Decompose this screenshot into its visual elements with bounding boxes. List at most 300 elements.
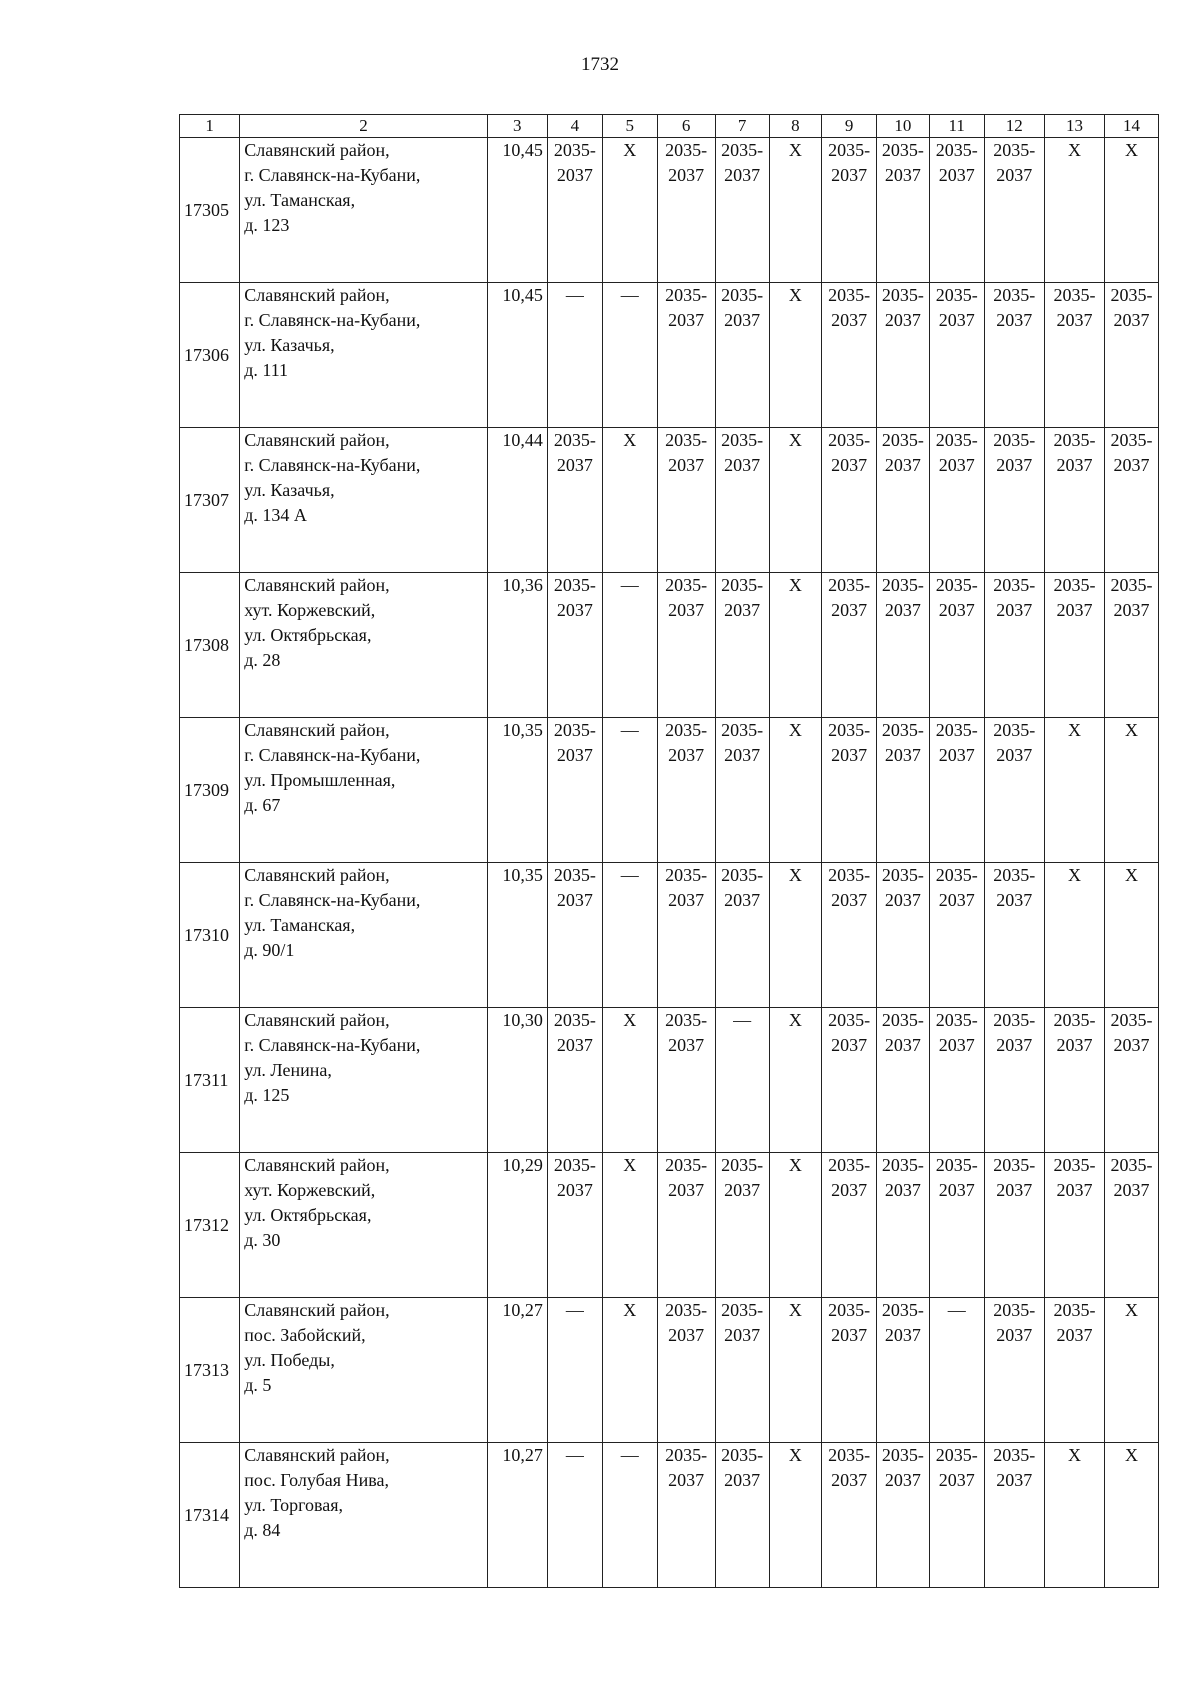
period-cell bbox=[1105, 138, 1159, 283]
period-value: X bbox=[623, 1155, 637, 1175]
area-value: 10,45 bbox=[487, 138, 547, 283]
period-cell bbox=[1105, 1443, 1159, 1588]
period-value: — bbox=[733, 1010, 752, 1030]
period-value: 2035- 2037 bbox=[1110, 1155, 1153, 1200]
column-header-3: 3 bbox=[487, 115, 547, 138]
period-value: 2035- 2037 bbox=[935, 720, 978, 765]
period-cell bbox=[1105, 1008, 1159, 1153]
period-value: 2035- 2037 bbox=[665, 1300, 708, 1345]
address-cell bbox=[240, 283, 487, 428]
address-cell bbox=[240, 863, 487, 1008]
table-row bbox=[180, 863, 1159, 1008]
period-cell bbox=[877, 283, 930, 428]
address-line: г. Славянск-на-Кубани, bbox=[244, 1035, 421, 1055]
period-value: 2035- 2037 bbox=[721, 865, 764, 910]
period-value: X bbox=[623, 140, 637, 160]
period-cell bbox=[1044, 863, 1104, 1008]
address-line: д. 5 bbox=[244, 1375, 272, 1395]
address-line: г. Славянск-на-Кубани, bbox=[244, 310, 421, 330]
period-cell bbox=[657, 1443, 715, 1588]
address-cell bbox=[240, 1153, 487, 1298]
period-cell bbox=[715, 1443, 769, 1588]
period-value: X bbox=[1125, 1300, 1139, 1320]
period-cell bbox=[657, 1008, 715, 1153]
period-value: X bbox=[1125, 865, 1139, 885]
address-line: ул. Ленина, bbox=[244, 1060, 332, 1080]
period-value: 2035- 2037 bbox=[1053, 285, 1096, 330]
period-value: 2035- 2037 bbox=[553, 865, 596, 910]
address-cell bbox=[240, 138, 487, 283]
column-header-9: 9 bbox=[822, 115, 877, 138]
period-value: 2035- 2037 bbox=[993, 1010, 1036, 1055]
address-line: д. 28 bbox=[244, 650, 281, 670]
period-cell bbox=[602, 718, 657, 863]
period-value: 2035- 2037 bbox=[553, 1155, 596, 1200]
address-cell bbox=[240, 573, 487, 718]
area-value: 10,45 bbox=[487, 283, 547, 428]
period-cell bbox=[984, 1443, 1044, 1588]
period-value: 2035- 2037 bbox=[553, 1010, 596, 1055]
period-value: 2035- 2037 bbox=[553, 140, 596, 185]
period-cell bbox=[602, 138, 657, 283]
period-cell bbox=[822, 428, 877, 573]
period-value: — bbox=[620, 285, 639, 305]
period-cell bbox=[602, 1298, 657, 1443]
period-cell bbox=[657, 573, 715, 718]
period-value: X bbox=[623, 1300, 637, 1320]
period-value: 2035- 2037 bbox=[721, 720, 764, 765]
table-row bbox=[180, 1298, 1159, 1443]
address-line: Славянский район, bbox=[244, 1010, 390, 1030]
period-value: 2035- 2037 bbox=[935, 575, 978, 620]
period-cell bbox=[769, 283, 822, 428]
address-cell bbox=[240, 1443, 487, 1588]
period-value: X bbox=[1125, 1445, 1139, 1465]
period-value: 2035- 2037 bbox=[828, 865, 871, 910]
table-row bbox=[180, 1443, 1159, 1588]
address-line: ул. Октябрьская, bbox=[244, 1205, 372, 1225]
period-cell bbox=[769, 138, 822, 283]
row-number: 17308 bbox=[180, 573, 240, 718]
period-cell bbox=[984, 1298, 1044, 1443]
address-line: г. Славянск-на-Кубани, bbox=[244, 455, 421, 475]
address-line: д. 125 bbox=[244, 1085, 290, 1105]
address-line: д. 90/1 bbox=[244, 940, 295, 960]
period-value: — bbox=[620, 865, 639, 885]
period-cell bbox=[657, 138, 715, 283]
column-header-4: 4 bbox=[547, 115, 602, 138]
period-value: — bbox=[620, 575, 639, 595]
period-value: 2035- 2037 bbox=[1053, 1300, 1096, 1345]
period-cell bbox=[822, 283, 877, 428]
period-cell bbox=[929, 1443, 984, 1588]
period-cell bbox=[602, 1443, 657, 1588]
column-header-14: 14 bbox=[1105, 115, 1159, 138]
period-cell bbox=[1044, 138, 1104, 283]
period-value: 2035- 2037 bbox=[935, 1445, 978, 1490]
data-table bbox=[179, 114, 1159, 1588]
table-row bbox=[180, 718, 1159, 863]
period-cell bbox=[877, 138, 930, 283]
period-cell bbox=[1105, 1153, 1159, 1298]
period-cell bbox=[657, 283, 715, 428]
table-row bbox=[180, 1153, 1159, 1298]
period-value: 2035- 2037 bbox=[665, 430, 708, 475]
period-cell bbox=[715, 138, 769, 283]
table-row bbox=[180, 138, 1159, 283]
period-value: 2035- 2037 bbox=[1110, 1010, 1153, 1055]
period-value: X bbox=[788, 865, 802, 885]
period-value: 2035- 2037 bbox=[828, 285, 871, 330]
table-body bbox=[180, 138, 1159, 1588]
period-cell bbox=[769, 863, 822, 1008]
period-cell bbox=[769, 573, 822, 718]
period-value: 2035- 2037 bbox=[1110, 430, 1153, 475]
period-cell bbox=[602, 573, 657, 718]
period-value: 2035- 2037 bbox=[1053, 1010, 1096, 1055]
period-cell bbox=[877, 428, 930, 573]
address-line: Славянский район, bbox=[244, 1445, 390, 1465]
period-value: X bbox=[1067, 865, 1081, 885]
period-value: 2035- 2037 bbox=[881, 1010, 924, 1055]
period-cell bbox=[547, 283, 602, 428]
row-number: 17306 bbox=[180, 283, 240, 428]
area-value: 10,29 bbox=[487, 1153, 547, 1298]
period-value: 2035- 2037 bbox=[721, 1445, 764, 1490]
period-cell bbox=[715, 718, 769, 863]
period-value: 2035- 2037 bbox=[881, 720, 924, 765]
period-value: X bbox=[1125, 140, 1139, 160]
period-value: 2035- 2037 bbox=[828, 1445, 871, 1490]
period-cell bbox=[822, 863, 877, 1008]
period-cell bbox=[984, 573, 1044, 718]
period-cell bbox=[1044, 718, 1104, 863]
period-cell bbox=[929, 718, 984, 863]
period-value: 2035- 2037 bbox=[993, 865, 1036, 910]
area-value: 10,44 bbox=[487, 428, 547, 573]
period-value: 2035- 2037 bbox=[665, 865, 708, 910]
period-value: 2035- 2037 bbox=[993, 430, 1036, 475]
address-line: пос. Голубая Нива, bbox=[244, 1470, 389, 1490]
period-cell bbox=[984, 283, 1044, 428]
period-value: 2035- 2037 bbox=[721, 1300, 764, 1345]
period-cell bbox=[1105, 283, 1159, 428]
period-cell bbox=[657, 863, 715, 1008]
period-cell bbox=[602, 283, 657, 428]
address-line: Славянский район, bbox=[244, 140, 390, 160]
address-line: д. 123 bbox=[244, 215, 290, 235]
address-cell bbox=[240, 1008, 487, 1153]
period-value: 2035- 2037 bbox=[935, 430, 978, 475]
address-line: г. Славянск-на-Кубани, bbox=[244, 890, 421, 910]
period-value: X bbox=[1125, 720, 1139, 740]
row-number: 17311 bbox=[180, 1008, 240, 1153]
address-line: Славянский район, bbox=[244, 1300, 390, 1320]
period-cell bbox=[657, 1298, 715, 1443]
address-cell bbox=[240, 718, 487, 863]
row-number: 17309 bbox=[180, 718, 240, 863]
address-line: д. 30 bbox=[244, 1230, 281, 1250]
period-value: 2035- 2037 bbox=[993, 140, 1036, 185]
period-cell bbox=[547, 1298, 602, 1443]
period-value: 2035- 2037 bbox=[828, 140, 871, 185]
period-value: 2035- 2037 bbox=[828, 720, 871, 765]
period-value: 2035- 2037 bbox=[1053, 1155, 1096, 1200]
period-cell bbox=[657, 1153, 715, 1298]
period-cell bbox=[602, 428, 657, 573]
period-value: X bbox=[1067, 1445, 1081, 1465]
period-cell bbox=[822, 1008, 877, 1153]
period-value: X bbox=[788, 1300, 802, 1320]
period-value: 2035- 2037 bbox=[935, 1155, 978, 1200]
period-cell bbox=[715, 863, 769, 1008]
address-line: Славянский район, bbox=[244, 285, 390, 305]
period-cell bbox=[1105, 863, 1159, 1008]
period-cell bbox=[715, 283, 769, 428]
period-cell bbox=[1105, 573, 1159, 718]
period-cell bbox=[984, 428, 1044, 573]
period-value: 2035- 2037 bbox=[993, 575, 1036, 620]
table-row bbox=[180, 283, 1159, 428]
address-cell bbox=[240, 428, 487, 573]
table-row bbox=[180, 1008, 1159, 1153]
period-cell bbox=[715, 428, 769, 573]
period-value: 2035- 2037 bbox=[935, 1010, 978, 1055]
row-number: 17305 bbox=[180, 138, 240, 283]
period-cell bbox=[769, 1298, 822, 1443]
area-value: 10,30 bbox=[487, 1008, 547, 1153]
area-value: 10,27 bbox=[487, 1298, 547, 1443]
period-cell bbox=[929, 573, 984, 718]
area-value: 10,36 bbox=[487, 573, 547, 718]
period-cell bbox=[1105, 1298, 1159, 1443]
address-line: ул. Казачья, bbox=[244, 480, 335, 500]
period-cell bbox=[547, 1443, 602, 1588]
period-value: 2035- 2037 bbox=[828, 575, 871, 620]
period-value: 2035- 2037 bbox=[665, 575, 708, 620]
period-value: 2035- 2037 bbox=[721, 430, 764, 475]
row-number: 17313 bbox=[180, 1298, 240, 1443]
period-value: 2035- 2037 bbox=[553, 575, 596, 620]
period-value: 2035- 2037 bbox=[881, 575, 924, 620]
period-value: X bbox=[788, 1155, 802, 1175]
period-cell bbox=[984, 1008, 1044, 1153]
period-cell bbox=[984, 718, 1044, 863]
period-value: 2035- 2037 bbox=[935, 140, 978, 185]
period-value: 2035- 2037 bbox=[993, 1445, 1036, 1490]
address-line: хут. Коржевский, bbox=[244, 600, 376, 620]
area-value: 10,35 bbox=[487, 718, 547, 863]
period-value: 2035- 2037 bbox=[828, 1300, 871, 1345]
period-cell bbox=[547, 1153, 602, 1298]
period-value: 2035- 2037 bbox=[553, 720, 596, 765]
area-value: 10,35 bbox=[487, 863, 547, 1008]
address-line: д. 67 bbox=[244, 795, 281, 815]
period-cell bbox=[877, 1443, 930, 1588]
row-number: 17307 bbox=[180, 428, 240, 573]
period-value: 2035- 2037 bbox=[721, 575, 764, 620]
period-value: 2035- 2037 bbox=[665, 285, 708, 330]
period-value: 2035- 2037 bbox=[828, 1155, 871, 1200]
column-header-12: 12 bbox=[984, 115, 1044, 138]
address-line: Славянский район, bbox=[244, 1155, 390, 1175]
address-line: Славянский район, bbox=[244, 720, 390, 740]
period-cell bbox=[929, 1298, 984, 1443]
period-cell bbox=[547, 428, 602, 573]
period-cell bbox=[929, 138, 984, 283]
period-cell bbox=[547, 138, 602, 283]
address-line: ул. Казачья, bbox=[244, 335, 335, 355]
period-cell bbox=[1044, 573, 1104, 718]
period-cell bbox=[657, 718, 715, 863]
period-value: — bbox=[565, 285, 584, 305]
period-value: — bbox=[565, 1300, 584, 1320]
address-line: хут. Коржевский, bbox=[244, 1180, 376, 1200]
period-value: 2035- 2037 bbox=[665, 1010, 708, 1055]
period-cell bbox=[547, 863, 602, 1008]
period-value: 2035- 2037 bbox=[935, 285, 978, 330]
period-value: X bbox=[788, 285, 802, 305]
period-cell bbox=[715, 1153, 769, 1298]
period-cell bbox=[602, 1153, 657, 1298]
period-value: 2035- 2037 bbox=[665, 140, 708, 185]
period-cell bbox=[929, 1008, 984, 1153]
row-number: 17310 bbox=[180, 863, 240, 1008]
address-line: Славянский район, bbox=[244, 430, 390, 450]
period-value: 2035- 2037 bbox=[993, 1155, 1036, 1200]
period-cell bbox=[1044, 1443, 1104, 1588]
period-value: 2035- 2037 bbox=[993, 285, 1036, 330]
period-cell bbox=[877, 1298, 930, 1443]
period-value: X bbox=[623, 430, 637, 450]
column-header-7: 7 bbox=[715, 115, 769, 138]
period-value: 2035- 2037 bbox=[721, 140, 764, 185]
address-line: Славянский район, bbox=[244, 575, 390, 595]
period-value: X bbox=[788, 140, 802, 160]
period-cell bbox=[1044, 1298, 1104, 1443]
period-cell bbox=[822, 573, 877, 718]
period-value: 2035- 2037 bbox=[1053, 430, 1096, 475]
column-header-8: 8 bbox=[769, 115, 822, 138]
address-line: ул. Торговая, bbox=[244, 1495, 344, 1515]
column-header-10: 10 bbox=[877, 115, 930, 138]
period-value: X bbox=[788, 1010, 802, 1030]
period-value: — bbox=[947, 1300, 966, 1320]
period-cell bbox=[929, 1153, 984, 1298]
period-value: 2035- 2037 bbox=[881, 140, 924, 185]
column-header-5: 5 bbox=[602, 115, 657, 138]
period-value: 2035- 2037 bbox=[665, 720, 708, 765]
period-value: X bbox=[1067, 720, 1081, 740]
period-cell bbox=[769, 718, 822, 863]
period-cell bbox=[822, 1443, 877, 1588]
period-value: 2035- 2037 bbox=[721, 1155, 764, 1200]
address-line: г. Славянск-на-Кубани, bbox=[244, 165, 421, 185]
period-value: X bbox=[788, 1445, 802, 1465]
period-cell bbox=[984, 1153, 1044, 1298]
address-line: ул. Таманская, bbox=[244, 915, 356, 935]
period-cell bbox=[877, 1008, 930, 1153]
period-value: 2035- 2037 bbox=[1110, 285, 1153, 330]
period-value: 2035- 2037 bbox=[665, 1445, 708, 1490]
period-value: 2035- 2037 bbox=[828, 1010, 871, 1055]
column-header-11: 11 bbox=[929, 115, 984, 138]
period-value: — bbox=[565, 1445, 584, 1465]
column-header-1: 1 bbox=[180, 115, 240, 138]
period-value: X bbox=[623, 1010, 637, 1030]
column-header-6: 6 bbox=[657, 115, 715, 138]
period-cell bbox=[715, 573, 769, 718]
period-value: 2035- 2037 bbox=[881, 1445, 924, 1490]
table-row bbox=[180, 573, 1159, 718]
period-cell bbox=[547, 573, 602, 718]
period-value: X bbox=[788, 430, 802, 450]
period-cell bbox=[769, 428, 822, 573]
period-cell bbox=[1044, 1153, 1104, 1298]
column-header-2: 2 bbox=[240, 115, 487, 138]
address-line: ул. Таманская, bbox=[244, 190, 356, 210]
period-cell bbox=[929, 428, 984, 573]
period-value: 2035- 2037 bbox=[828, 430, 871, 475]
period-cell bbox=[547, 1008, 602, 1153]
period-value: 2035- 2037 bbox=[881, 865, 924, 910]
period-cell bbox=[1105, 718, 1159, 863]
period-cell bbox=[929, 283, 984, 428]
column-header-13: 13 bbox=[1044, 115, 1104, 138]
address-line: д. 84 bbox=[244, 1520, 281, 1540]
period-value: 2035- 2037 bbox=[553, 430, 596, 475]
period-cell bbox=[1044, 283, 1104, 428]
address-line: г. Славянск-на-Кубани, bbox=[244, 745, 421, 765]
period-value: X bbox=[788, 575, 802, 595]
row-number: 17314 bbox=[180, 1443, 240, 1588]
period-cell bbox=[822, 1298, 877, 1443]
address-line: ул. Октябрьская, bbox=[244, 625, 372, 645]
period-cell bbox=[547, 718, 602, 863]
period-value: 2035- 2037 bbox=[881, 430, 924, 475]
period-cell bbox=[1105, 428, 1159, 573]
period-value: — bbox=[620, 720, 639, 740]
page-number: 1732 bbox=[581, 54, 619, 75]
period-value: 2035- 2037 bbox=[1110, 575, 1153, 620]
header-row bbox=[180, 115, 1159, 138]
period-cell bbox=[657, 428, 715, 573]
period-cell bbox=[822, 138, 877, 283]
period-value: 2035- 2037 bbox=[881, 1300, 924, 1345]
address-line: Славянский район, bbox=[244, 865, 390, 885]
period-cell bbox=[822, 1153, 877, 1298]
period-value: 2035- 2037 bbox=[993, 1300, 1036, 1345]
period-cell bbox=[769, 1153, 822, 1298]
address-line: ул. Промышленная, bbox=[244, 770, 396, 790]
period-cell bbox=[769, 1008, 822, 1153]
period-cell bbox=[769, 1443, 822, 1588]
period-cell bbox=[877, 573, 930, 718]
period-value: 2035- 2037 bbox=[881, 285, 924, 330]
period-value: 2035- 2037 bbox=[881, 1155, 924, 1200]
period-value: X bbox=[1067, 140, 1081, 160]
address-line: ул. Победы, bbox=[244, 1350, 335, 1370]
table-row bbox=[180, 428, 1159, 573]
period-value: — bbox=[620, 1445, 639, 1465]
address-line: пос. Забойский, bbox=[244, 1325, 366, 1345]
period-cell bbox=[715, 1298, 769, 1443]
period-cell bbox=[984, 138, 1044, 283]
period-cell bbox=[602, 1008, 657, 1153]
area-value: 10,27 bbox=[487, 1443, 547, 1588]
period-cell bbox=[1044, 1008, 1104, 1153]
row-number: 17312 bbox=[180, 1153, 240, 1298]
